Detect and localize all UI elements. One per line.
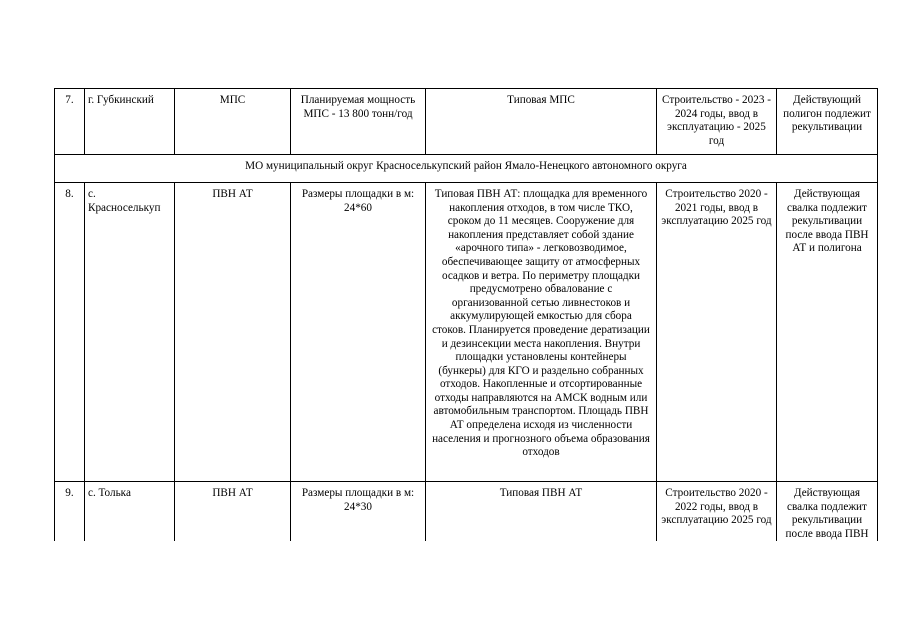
- page-lower-margin: [0, 541, 905, 640]
- status-cell: Действующая свалка подлежит рекультивации после ввода ПВН АТ и полигона: [777, 182, 878, 481]
- description-cell: Типовая ПВН АТ: площадка для временного накопления отходов, в том числе ТКО, сроком до 11 месяцев. Сооружение для накопления представляет собой здание «арочного типа» - легковозводимое, обеспечивающее защиту от атмосферных осадков и ветра. По периметру площадки предусмотрено обвалование с организованной сетью ливнестоков и аккумулирующей емкостью для сбора стоков. Планируется проведение дератизации и дезинсекции места накопления. Внутри площадки установлены контейнеры (бункеры) для КГО и раздельно собранных отходов. Накопленные и отсортированные отходы направляются на АМСК водным или автомобильным транспортом. Площадь ПВН АТ определена исходя из численности населения и прогнозного объема образования отходов: [426, 182, 657, 481]
- dates-cell: Строительство 2020 - 2022 годы, ввод в эксплуатацию 2025 год: [657, 481, 777, 547]
- row-number-cell: 9.: [55, 481, 85, 547]
- description-cell: Типовая ПВН АТ: [426, 481, 657, 547]
- facilities-table: [54, 88, 878, 548]
- status-cell: Действующий полигон подлежит рекультивации: [777, 89, 878, 155]
- settlement-cell: с. Толька: [85, 481, 175, 547]
- dates-cell: Строительство 2020 - 2021 годы, ввод в эксплуатацию 2025 год: [657, 182, 777, 481]
- object-type-cell: ПВН АТ: [175, 182, 291, 481]
- object-type-cell: ПВН АТ: [175, 481, 291, 547]
- capacity-cell: Планируемая мощность МПС - 13 800 тонн/год: [291, 89, 426, 155]
- settlement-cell: г. Губкинский: [85, 89, 175, 155]
- table-row: [55, 89, 878, 155]
- section-heading: МО муниципальный округ Красноселькупский район Ямало-Ненецкого автономного округа: [55, 155, 878, 183]
- dates-cell: Строительство - 2023 - 2024 годы, ввод в эксплуатацию - 2025 год: [657, 89, 777, 155]
- capacity-cell: Размеры площадки в м: 24*60: [291, 182, 426, 481]
- capacity-cell: Размеры площадки в м: 24*30: [291, 481, 426, 547]
- table-row: [55, 182, 878, 481]
- section-row: [55, 155, 878, 183]
- status-cell: Действующая свалка подлежит рекультивации после ввода ПВН: [777, 481, 878, 547]
- object-type-cell: МПС: [175, 89, 291, 155]
- row-number-cell: 7.: [55, 89, 85, 155]
- row-number-cell: 8.: [55, 182, 85, 481]
- settlement-cell: с. Красноселькуп: [85, 182, 175, 481]
- table-row: [55, 481, 878, 547]
- description-cell: Типовая МПС: [426, 89, 657, 155]
